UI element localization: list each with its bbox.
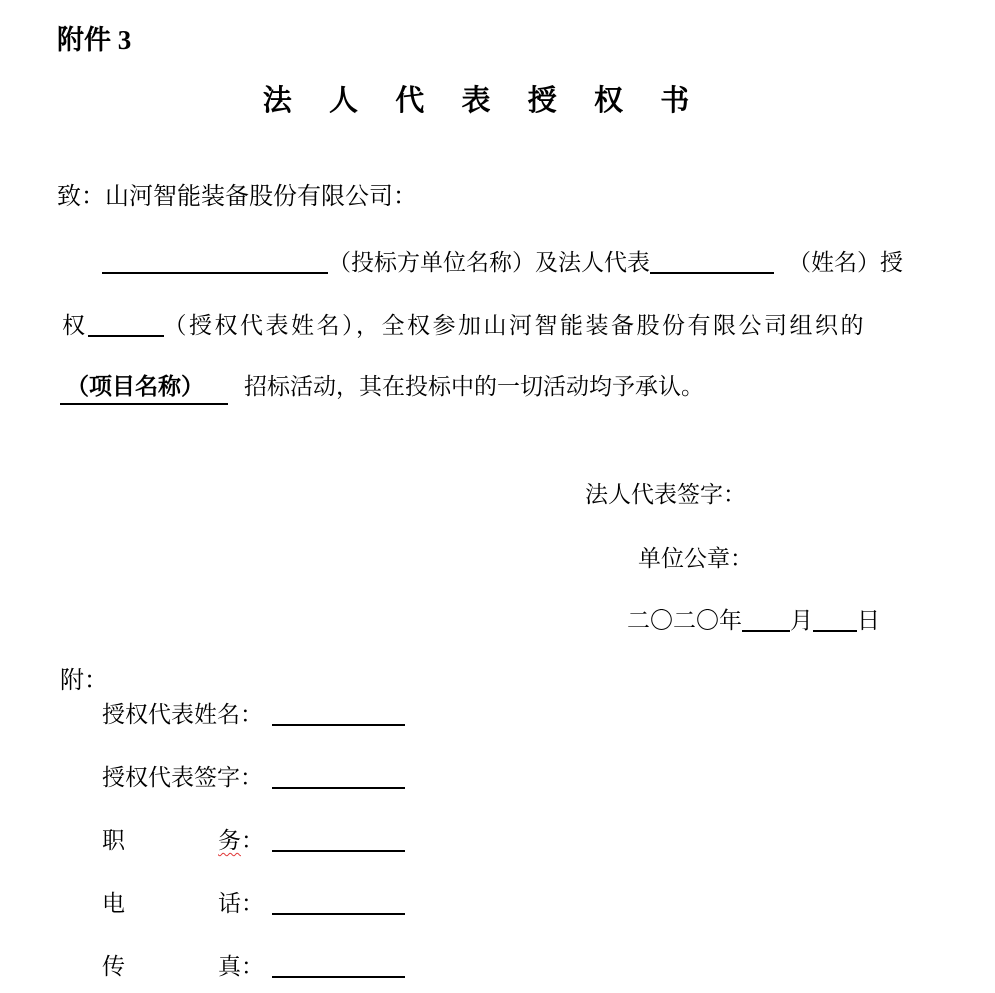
blank-position-line[interactable] — [272, 827, 405, 852]
date-line — [627, 606, 880, 635]
page-title: 法 人 代 表 授 权 书 — [262, 85, 702, 117]
rep-signature-label-text: 授权代表签字： — [102, 765, 263, 790]
fax-label-text: 传 — [102, 954, 125, 979]
blank-phone-line[interactable] — [272, 890, 405, 915]
body-line-3 — [60, 372, 704, 405]
blank-project-name[interactable] — [60, 372, 228, 405]
phone-label-tail: 话： — [218, 891, 264, 916]
attachment-row-fax — [102, 952, 405, 981]
attachment-row-rep-signature — [102, 763, 405, 792]
body-line-2-text-1: 权 — [62, 313, 88, 338]
body-line-2-text-2: （授权代表姓名），全权参加山河智能装备股份有限公司组织的 — [163, 313, 866, 338]
date-year-text: 二〇二〇年 — [627, 608, 742, 633]
body-line-2 — [62, 311, 866, 341]
position-label-tail: 务： — [218, 828, 264, 853]
attachment-number-label: 附件 3 — [57, 25, 132, 55]
company-seal-label: 单位公章： — [638, 546, 753, 571]
blank-fax-line[interactable] — [272, 953, 405, 978]
body-line-3-text: 招标活动，其在投标中的一切活动均予承认。 — [244, 374, 704, 399]
position-label-text: 职 — [102, 828, 125, 853]
date-month-text: 月 — [790, 608, 813, 633]
blank-rep-name-line[interactable] — [272, 701, 405, 726]
phone-label-text: 电 — [102, 891, 125, 916]
blank-day[interactable] — [813, 607, 857, 632]
blank-month[interactable] — [742, 607, 790, 632]
salutation-line: 致：山河智能装备股份有限公司： — [57, 184, 417, 210]
fax-label-tail: 真： — [218, 954, 264, 979]
rep-signature-label — [102, 763, 264, 792]
position-label — [102, 826, 264, 855]
fax-label — [102, 952, 264, 981]
body-line-1-text-1: （投标方单位名称）及法人代表 — [328, 250, 650, 275]
project-name-placeholder: （项目名称） — [66, 374, 204, 399]
date-day-text: 日 — [857, 608, 880, 633]
rep-name-label — [102, 700, 264, 729]
blank-bidder-company-name[interactable] — [102, 249, 328, 274]
spellcheck-squiggle-text: 务 — [218, 828, 241, 853]
legal-rep-signature-label: 法人代表签字： — [585, 482, 746, 507]
attachment-row-rep-name — [102, 700, 405, 729]
blank-authorized-rep-name[interactable] — [88, 312, 164, 337]
attachment-row-position — [102, 826, 405, 855]
attachment-row-phone — [102, 889, 405, 918]
rep-name-label-text: 授权代表姓名： — [102, 702, 263, 727]
blank-legal-rep-name[interactable] — [650, 249, 774, 274]
attachment-section-header: 附： — [60, 668, 108, 694]
body-line-1-text-2: （姓名）授 — [788, 250, 903, 275]
phone-label — [102, 889, 264, 918]
blank-rep-signature-line[interactable] — [272, 764, 405, 789]
body-line-1 — [102, 248, 903, 278]
